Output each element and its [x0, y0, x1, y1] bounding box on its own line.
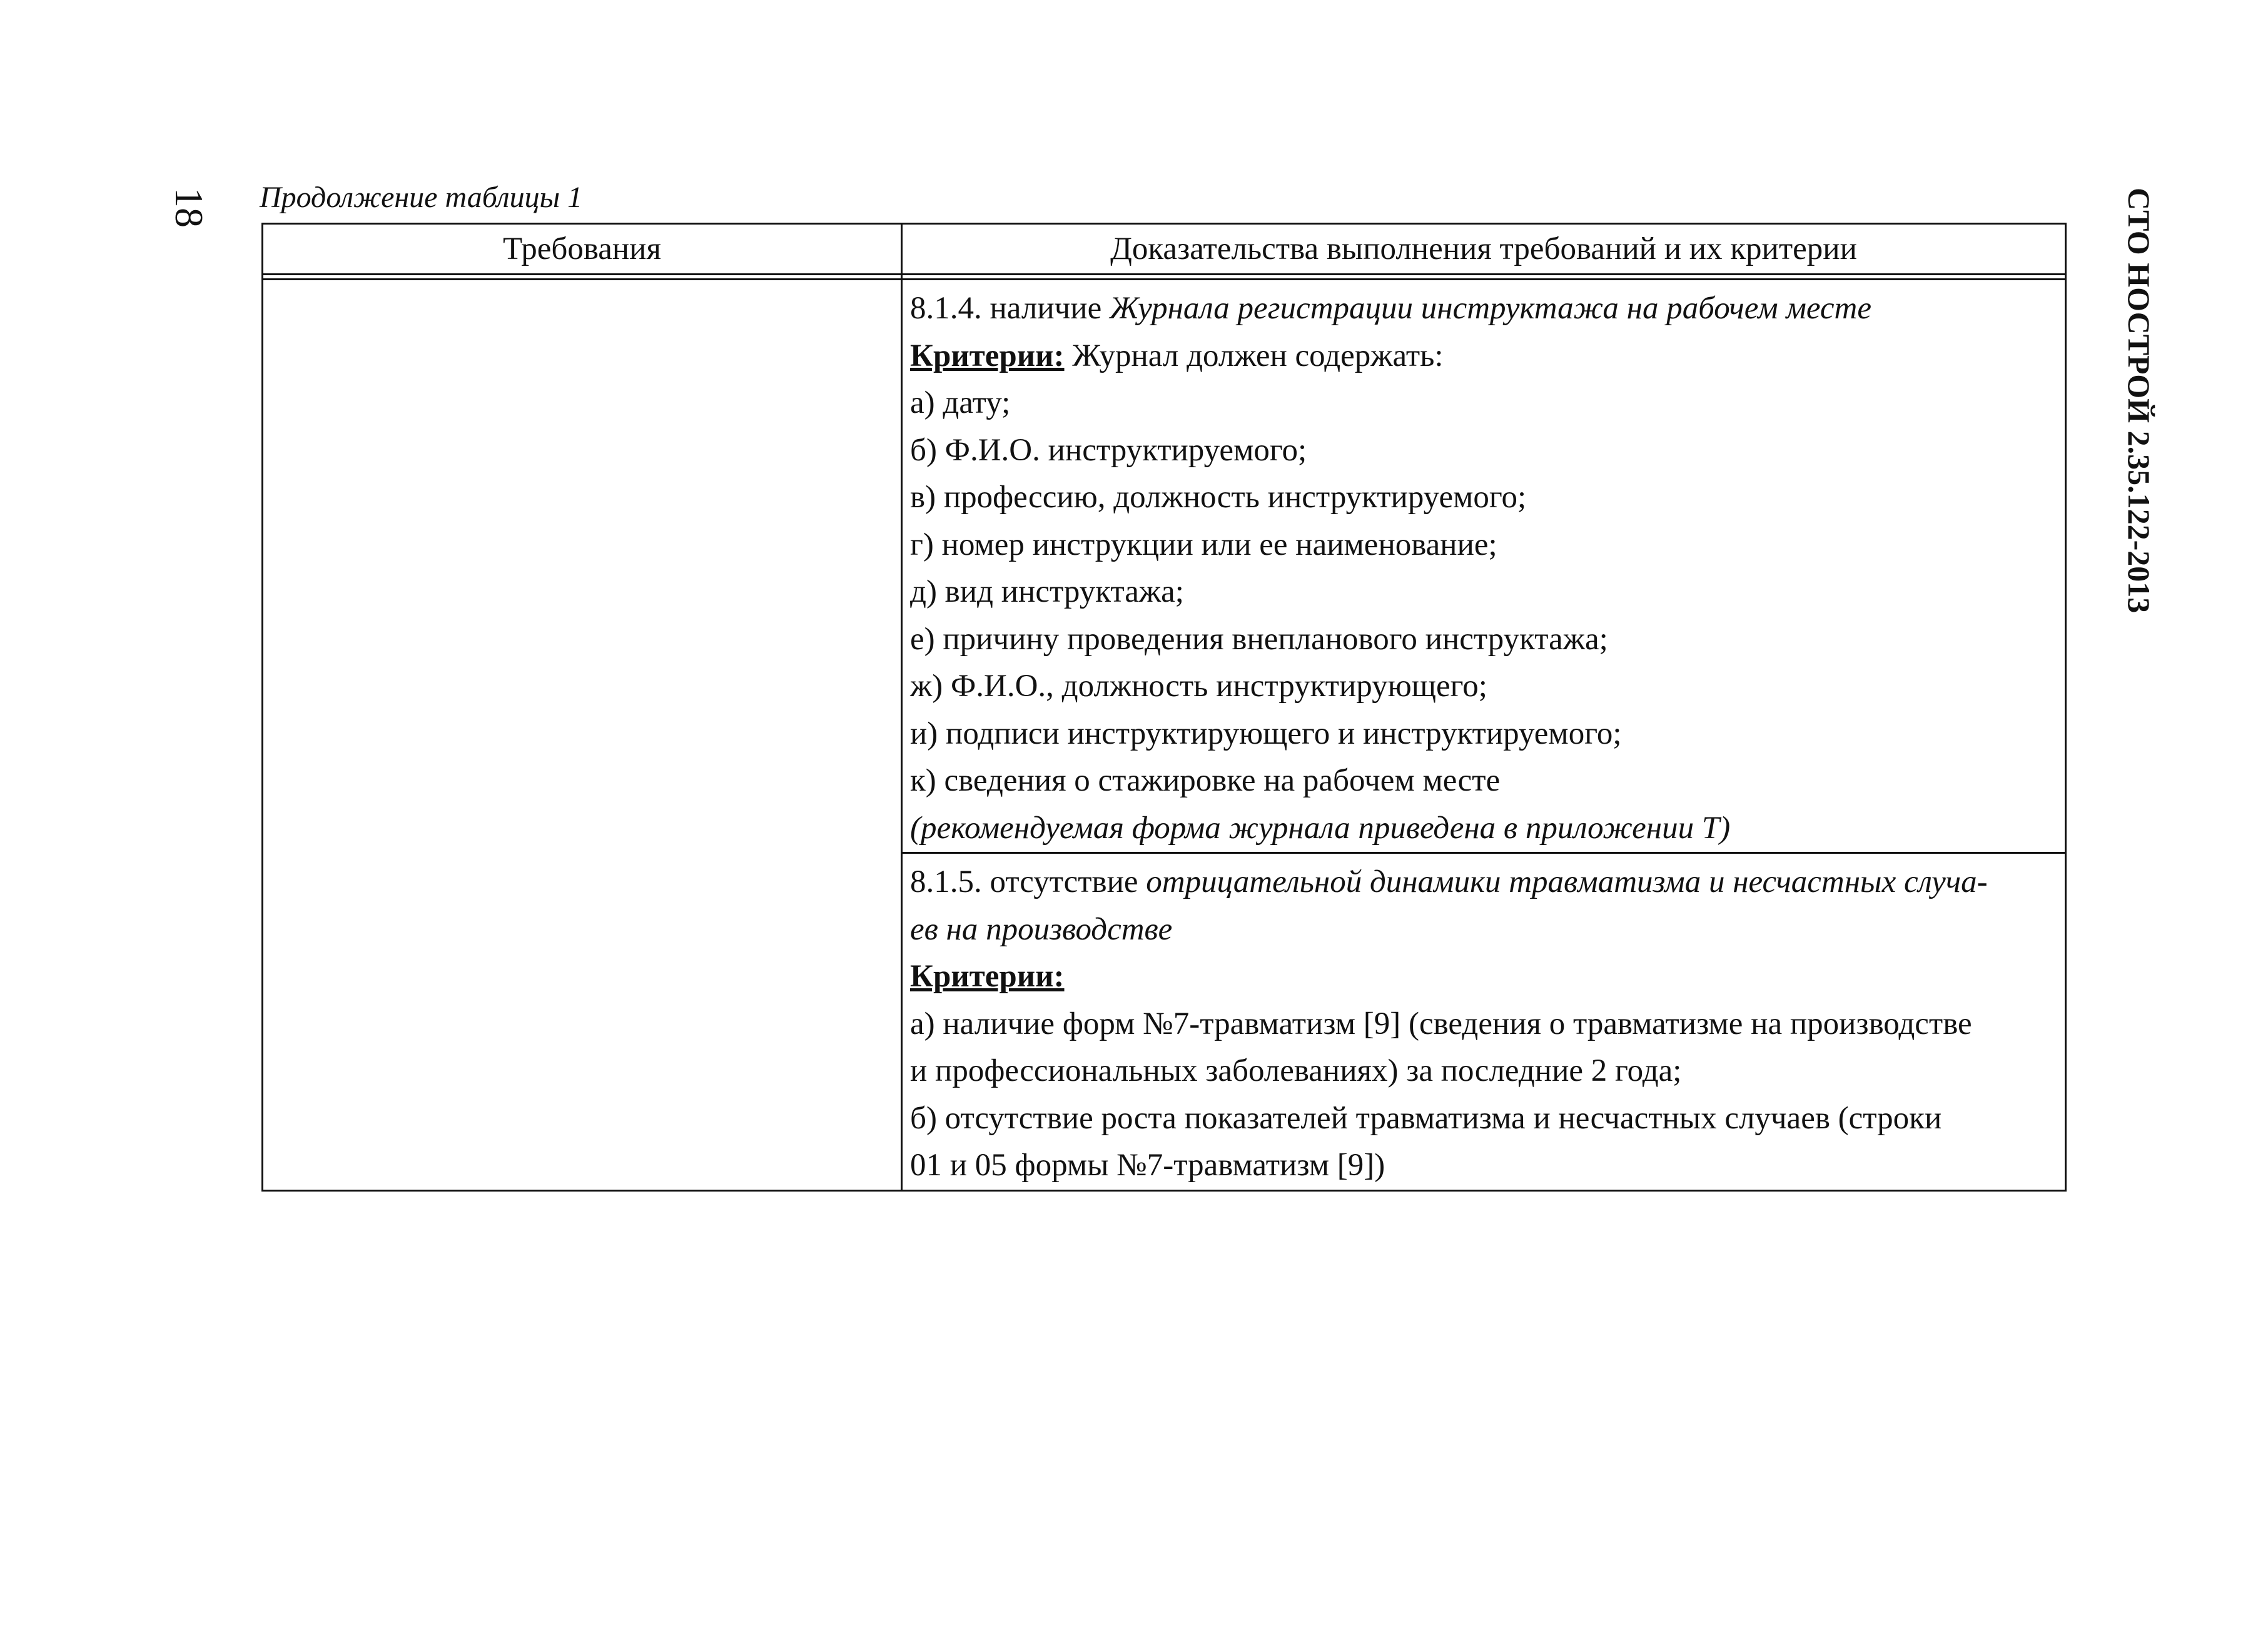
- item-number: 8.1.5. отсутствие: [910, 864, 1147, 899]
- header-evidence: Доказательства выполнения требований и их критерии: [902, 224, 2066, 275]
- list-item: д) вид инструктажа;: [910, 574, 1184, 609]
- form-note: (рекомендуемая форма журнала приведена в приложении Т): [910, 810, 1731, 846]
- criteria-intro: Журнал должен содержать:: [1064, 338, 1444, 373]
- list-item: ж) Ф.И.О., должность инструктирующего;: [910, 669, 1487, 704]
- list-item-continued: 01 и 05 формы №7-травматизм [9]): [910, 1148, 1385, 1183]
- table-row: [263, 280, 2066, 853]
- list-item: г) номер инструкции или ее наименование;: [910, 527, 1497, 562]
- list-item: б) отсутствие роста показателей травматизма и несчастных случаев (строки: [910, 1100, 1942, 1136]
- list-item: е) причину проведения внепланового инструктажа;: [910, 621, 1608, 657]
- criteria-label: Критерии:: [910, 338, 1065, 373]
- table-continuation-caption: Продолжение таблицы 1: [260, 181, 583, 214]
- list-item-continued: и профессиональных заболеваниях) за последние 2 года;: [910, 1053, 1682, 1088]
- list-item: а) наличие форм №7-травматизм [9] (сведения о травматизме на производстве: [910, 1006, 1972, 1041]
- page-number: 18: [167, 188, 211, 228]
- item-heading: [910, 285, 2058, 333]
- table-header-row: [263, 224, 2066, 275]
- criteria-line: [910, 333, 2058, 380]
- evidence-cell-8-1-4: [902, 280, 2066, 853]
- item-title: отрицательной динамики травматизма и несчастных случа-: [1146, 864, 1988, 899]
- list-item: в) профессию, должность инструктируемого;: [910, 480, 1527, 515]
- item-title-continued: ев на производстве: [910, 911, 1173, 947]
- list-item: и) подписи инструктирующего и инструктируемого;: [910, 716, 1622, 751]
- header-requirements: Требования: [263, 224, 902, 275]
- requirements-table: [261, 223, 2067, 1192]
- evidence-cell-8-1-5: [902, 853, 2066, 1191]
- criteria-label: Критерии:: [910, 959, 1065, 994]
- list-item: к) сведения о стажировке на рабочем месте: [910, 763, 1501, 798]
- item-heading: [910, 859, 2058, 906]
- list-item: б) Ф.И.О. инструктируемого;: [910, 432, 1307, 468]
- list-item: а) дату;: [910, 385, 1011, 420]
- requirements-cell: [263, 280, 902, 1191]
- document-code: СТО НОСТРОЙ 2.35.122-2013: [2122, 188, 2157, 614]
- item-number: 8.1.4. наличие: [910, 291, 1110, 326]
- item-title: Журнала регистрации инструктажа на рабочем месте: [1109, 291, 1871, 326]
- header-double-rule: [263, 275, 2066, 280]
